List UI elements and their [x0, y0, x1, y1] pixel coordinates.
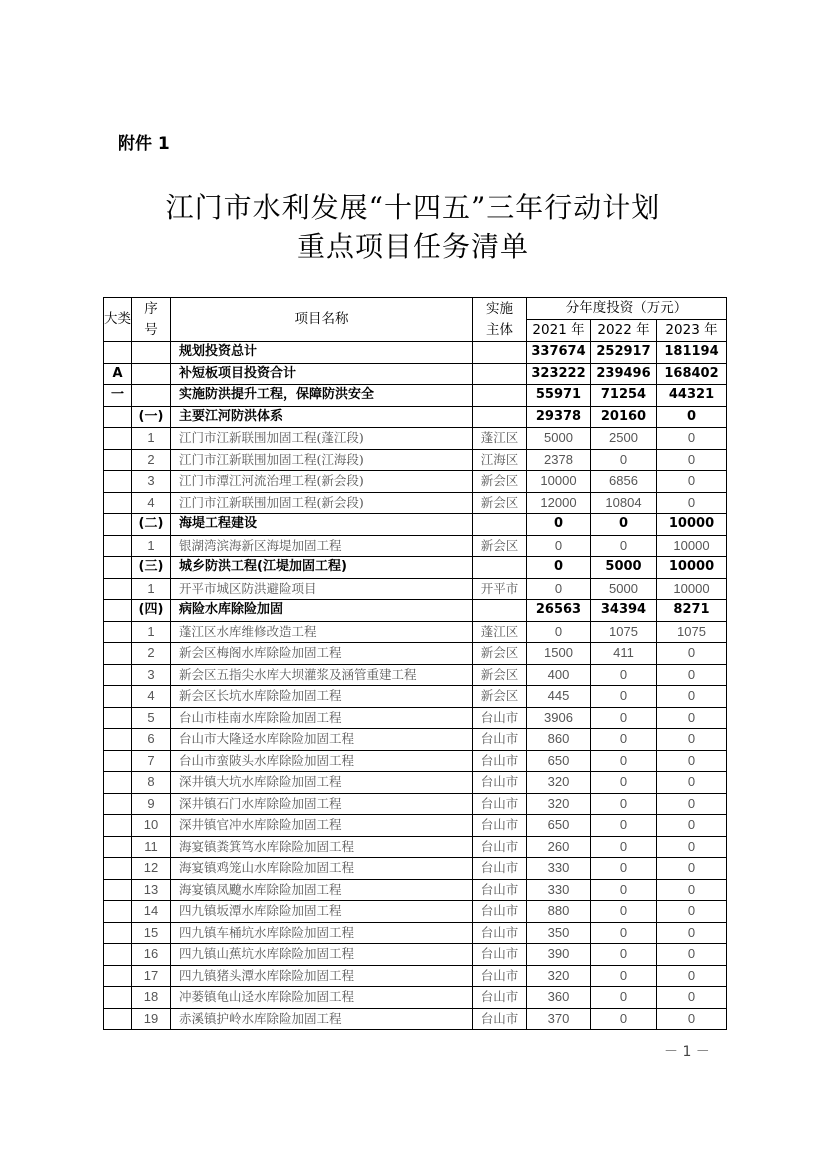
value-2023-cell: 10000: [657, 535, 727, 557]
value-2022-cell: 0: [591, 879, 657, 901]
table-body: [104, 342, 727, 1030]
table-row: [104, 471, 727, 493]
category-cell: [104, 557, 132, 579]
category-cell: [104, 471, 132, 493]
category-cell: [104, 578, 132, 600]
category-cell: [104, 514, 132, 536]
name-cell: 银湖湾滨海新区海堤加固工程: [171, 535, 473, 557]
value-2021-cell: 880: [527, 901, 591, 923]
value-2022-cell: 411: [591, 643, 657, 665]
seq-cell: 1: [132, 621, 171, 643]
table-row: [104, 621, 727, 643]
category-cell: [104, 406, 132, 428]
value-2021-cell: 29378: [527, 406, 591, 428]
seq-cell: 17: [132, 965, 171, 987]
name-cell: 海宴镇凤飉水库除险加固工程: [171, 879, 473, 901]
value-2022-cell: 0: [591, 449, 657, 471]
entity-cell: [473, 557, 527, 579]
category-cell: A: [104, 363, 132, 385]
name-cell: 病险水库除险加固: [171, 600, 473, 622]
value-2021-cell: 360: [527, 987, 591, 1009]
entity-cell: 台山市: [473, 750, 527, 772]
seq-cell: (四): [132, 600, 171, 622]
seq-cell: 4: [132, 686, 171, 708]
seq-cell: [132, 363, 171, 385]
entity-cell: 新会区: [473, 492, 527, 514]
seq-cell: 1: [132, 578, 171, 600]
seq-cell: 11: [132, 836, 171, 858]
table-row: [104, 922, 727, 944]
entity-cell: 台山市: [473, 793, 527, 815]
value-2021-cell: 0: [527, 557, 591, 579]
entity-cell: 台山市: [473, 772, 527, 794]
seq-cell: 3: [132, 471, 171, 493]
entity-cell: 新会区: [473, 643, 527, 665]
value-2021-cell: 260: [527, 836, 591, 858]
seq-cell: 14: [132, 901, 171, 923]
table-row-subtotal: [104, 600, 727, 622]
value-2022-cell: 0: [591, 729, 657, 751]
table-row-subtotal: [104, 406, 727, 428]
value-2021-cell: 650: [527, 815, 591, 837]
category-cell: [104, 342, 132, 364]
table-row: [104, 879, 727, 901]
entity-cell: 新会区: [473, 471, 527, 493]
value-2021-cell: 12000: [527, 492, 591, 514]
value-2021-cell: 445: [527, 686, 591, 708]
header-name: 项目名称: [171, 298, 473, 342]
entity-cell: 开平市: [473, 578, 527, 600]
name-cell: 四九镇山蕉坑水库除险加固工程: [171, 944, 473, 966]
table-row-subtotal: [104, 557, 727, 579]
value-2023-cell: 0: [657, 901, 727, 923]
category-cell: [104, 987, 132, 1009]
value-2022-cell: 0: [591, 793, 657, 815]
value-2021-cell: 55971: [527, 385, 591, 407]
value-2023-cell: 0: [657, 793, 727, 815]
value-2021-cell: 330: [527, 879, 591, 901]
category-cell: [104, 600, 132, 622]
entity-cell: 台山市: [473, 879, 527, 901]
table-row: [104, 428, 727, 450]
value-2023-cell: 0: [657, 643, 727, 665]
value-2023-cell: 0: [657, 987, 727, 1009]
value-2022-cell: 2500: [591, 428, 657, 450]
value-2021-cell: 0: [527, 578, 591, 600]
table-row: [104, 492, 727, 514]
entity-cell: 台山市: [473, 965, 527, 987]
table-row: [104, 858, 727, 880]
value-2022-cell: 0: [591, 772, 657, 794]
value-2021-cell: 400: [527, 664, 591, 686]
value-2023-cell: 0: [657, 707, 727, 729]
seq-cell: 6: [132, 729, 171, 751]
category-cell: [104, 858, 132, 880]
entity-cell: 江海区: [473, 449, 527, 471]
value-2022-cell: 0: [591, 686, 657, 708]
name-cell: 主要江河防洪体系: [171, 406, 473, 428]
category-cell: [104, 428, 132, 450]
seq-cell: 18: [132, 987, 171, 1009]
value-2022-cell: 239496: [591, 363, 657, 385]
seq-cell: 7: [132, 750, 171, 772]
document-title: 江门市水利发展“十四五”三年行动计划: [165, 191, 661, 224]
value-2023-cell: 181194: [657, 342, 727, 364]
value-2023-cell: 0: [657, 836, 727, 858]
category-cell: [104, 944, 132, 966]
seq-cell: 2: [132, 449, 171, 471]
entity-cell: 台山市: [473, 944, 527, 966]
category-cell: [104, 621, 132, 643]
value-2021-cell: 320: [527, 965, 591, 987]
entity-cell: 台山市: [473, 1008, 527, 1030]
category-cell: [104, 707, 132, 729]
name-cell: 赤溪镇护岭水库除险加固工程: [171, 1008, 473, 1030]
value-2023-cell: 10000: [657, 578, 727, 600]
name-cell: 新会区长坑水库除险加固工程: [171, 686, 473, 708]
table-row-subtotal: [104, 385, 727, 407]
table-row: [104, 1008, 727, 1030]
name-cell: 台山市桂南水库除险加固工程: [171, 707, 473, 729]
table-row: [104, 535, 727, 557]
name-cell: 四九镇猪头潭水库除险加固工程: [171, 965, 473, 987]
entity-cell: 新会区: [473, 664, 527, 686]
value-2022-cell: 0: [591, 535, 657, 557]
value-2022-cell: 5000: [591, 557, 657, 579]
table-row: [104, 987, 727, 1009]
table-row: [104, 664, 727, 686]
value-2022-cell: 6856: [591, 471, 657, 493]
value-2021-cell: 370: [527, 1008, 591, 1030]
entity-cell: 蓬江区: [473, 428, 527, 450]
entity-cell: 蓬江区: [473, 621, 527, 643]
category-cell: [104, 492, 132, 514]
value-2022-cell: 0: [591, 965, 657, 987]
table-row-subtotal: [104, 514, 727, 536]
value-2022-cell: 0: [591, 514, 657, 536]
seq-cell: (三): [132, 557, 171, 579]
name-cell: 江门市潭江河流治理工程(新会段): [171, 471, 473, 493]
value-2023-cell: 0: [657, 449, 727, 471]
value-2023-cell: 44321: [657, 385, 727, 407]
value-2021-cell: 10000: [527, 471, 591, 493]
value-2021-cell: 390: [527, 944, 591, 966]
value-2022-cell: 0: [591, 750, 657, 772]
value-2021-cell: 320: [527, 772, 591, 794]
name-cell: 江门市江新联围加固工程(江海段): [171, 449, 473, 471]
category-cell: [104, 879, 132, 901]
value-2022-cell: 0: [591, 858, 657, 880]
table-row: [104, 901, 727, 923]
table-row: [104, 793, 727, 815]
entity-cell: [473, 514, 527, 536]
name-cell: 补短板项目投资合计: [171, 363, 473, 385]
header-2023: 2023 年: [657, 320, 727, 342]
entity-cell: 台山市: [473, 901, 527, 923]
seq-cell: 2: [132, 643, 171, 665]
value-2023-cell: 8271: [657, 600, 727, 622]
header-seq: 序号: [132, 298, 171, 342]
table-row: [104, 750, 727, 772]
entity-cell: 台山市: [473, 922, 527, 944]
value-2023-cell: 0: [657, 471, 727, 493]
table-row: [104, 686, 727, 708]
entity-cell: 台山市: [473, 707, 527, 729]
value-2023-cell: 10000: [657, 514, 727, 536]
category-cell: [104, 965, 132, 987]
value-2021-cell: 5000: [527, 428, 591, 450]
category-cell: [104, 793, 132, 815]
value-2021-cell: 650: [527, 750, 591, 772]
value-2023-cell: 0: [657, 772, 727, 794]
seq-cell: 19: [132, 1008, 171, 1030]
value-2022-cell: 0: [591, 836, 657, 858]
value-2021-cell: 330: [527, 858, 591, 880]
value-2023-cell: 0: [657, 492, 727, 514]
name-cell: 冲蒌镇龟山迳水库除险加固工程: [171, 987, 473, 1009]
name-cell: 海堤工程建设: [171, 514, 473, 536]
value-2021-cell: 2378: [527, 449, 591, 471]
value-2021-cell: 323222: [527, 363, 591, 385]
name-cell: 江门市江新联围加固工程(新会段): [171, 492, 473, 514]
seq-cell: (一): [132, 406, 171, 428]
value-2023-cell: 0: [657, 406, 727, 428]
name-cell: 新会区梅阁水库除险加固工程: [171, 643, 473, 665]
table-row-subtotal: [104, 342, 727, 364]
category-cell: [104, 815, 132, 837]
value-2022-cell: 0: [591, 815, 657, 837]
category-cell: 一: [104, 385, 132, 407]
header-2022: 2022 年: [591, 320, 657, 342]
table-row: [104, 965, 727, 987]
document-subtitle: 重点项目任务清单: [296, 230, 529, 263]
entity-cell: [473, 600, 527, 622]
value-2022-cell: 0: [591, 922, 657, 944]
value-2022-cell: 0: [591, 664, 657, 686]
value-2022-cell: 0: [591, 901, 657, 923]
value-2023-cell: 0: [657, 922, 727, 944]
value-2021-cell: 0: [527, 514, 591, 536]
name-cell: 四九镇车桶坑水库除险加固工程: [171, 922, 473, 944]
seq-cell: 4: [132, 492, 171, 514]
value-2023-cell: 0: [657, 944, 727, 966]
name-cell: 四九镇坂潭水库除险加固工程: [171, 901, 473, 923]
value-2023-cell: 0: [657, 664, 727, 686]
name-cell: 城乡防洪工程(江堤加固工程): [171, 557, 473, 579]
seq-cell: 15: [132, 922, 171, 944]
category-cell: [104, 686, 132, 708]
value-2021-cell: 0: [527, 535, 591, 557]
name-cell: 规划投资总计: [171, 342, 473, 364]
name-cell: 台山市大隆迳水库除险加固工程: [171, 729, 473, 751]
value-2021-cell: 0: [527, 621, 591, 643]
entity-cell: 台山市: [473, 987, 527, 1009]
value-2023-cell: 0: [657, 729, 727, 751]
table-row: [104, 772, 727, 794]
value-2023-cell: 0: [657, 686, 727, 708]
entity-cell: [473, 342, 527, 364]
category-cell: [104, 1008, 132, 1030]
seq-cell: 3: [132, 664, 171, 686]
attachment-label: 附件 1: [118, 134, 170, 154]
entity-cell: [473, 406, 527, 428]
seq-cell: [132, 342, 171, 364]
entity-cell: 新会区: [473, 535, 527, 557]
value-2023-cell: 0: [657, 879, 727, 901]
value-2023-cell: 168402: [657, 363, 727, 385]
seq-cell: 1: [132, 535, 171, 557]
seq-cell: (二): [132, 514, 171, 536]
value-2021-cell: 3906: [527, 707, 591, 729]
value-2022-cell: 10804: [591, 492, 657, 514]
category-cell: [104, 922, 132, 944]
category-cell: [104, 449, 132, 471]
header-2021: 2021 年: [527, 320, 591, 342]
value-2023-cell: 0: [657, 428, 727, 450]
value-2022-cell: 71254: [591, 385, 657, 407]
table-header-row: [104, 298, 727, 320]
value-2023-cell: 0: [657, 858, 727, 880]
category-cell: [104, 836, 132, 858]
header-entity: 实施主体: [473, 298, 527, 342]
value-2023-cell: 0: [657, 965, 727, 987]
value-2023-cell: 0: [657, 1008, 727, 1030]
seq-cell: 16: [132, 944, 171, 966]
table-row: [104, 578, 727, 600]
value-2023-cell: 0: [657, 815, 727, 837]
project-table: [103, 297, 727, 1030]
header-category: 大类: [104, 298, 132, 342]
seq-cell: [132, 385, 171, 407]
table-row: [104, 707, 727, 729]
name-cell: 新会区五指尖水库大坝灌浆及涵管重建工程: [171, 664, 473, 686]
name-cell: 开平市城区防洪避险项目: [171, 578, 473, 600]
name-cell: 深井镇官冲水库除险加固工程: [171, 815, 473, 837]
value-2021-cell: 1500: [527, 643, 591, 665]
name-cell: 实施防洪提升工程，保障防洪安全: [171, 385, 473, 407]
table-row: [104, 729, 727, 751]
seq-cell: 1: [132, 428, 171, 450]
value-2021-cell: 320: [527, 793, 591, 815]
name-cell: 蓬江区水库维修改造工程: [171, 621, 473, 643]
category-cell: [104, 535, 132, 557]
seq-cell: 13: [132, 879, 171, 901]
name-cell: 江门市江新联围加固工程(蓬江段): [171, 428, 473, 450]
value-2022-cell: 5000: [591, 578, 657, 600]
table-row: [104, 643, 727, 665]
value-2022-cell: 0: [591, 944, 657, 966]
seq-cell: 5: [132, 707, 171, 729]
value-2022-cell: 0: [591, 987, 657, 1009]
name-cell: 海宴镇粪箕笃水库除险加固工程: [171, 836, 473, 858]
value-2021-cell: 337674: [527, 342, 591, 364]
value-2023-cell: 0: [657, 750, 727, 772]
value-2023-cell: 1075: [657, 621, 727, 643]
value-2021-cell: 350: [527, 922, 591, 944]
value-2022-cell: 0: [591, 707, 657, 729]
value-2021-cell: 26563: [527, 600, 591, 622]
entity-cell: 台山市: [473, 836, 527, 858]
name-cell: 海宴镇鸡笼山水库除险加固工程: [171, 858, 473, 880]
entity-cell: [473, 363, 527, 385]
value-2021-cell: 860: [527, 729, 591, 751]
name-cell: 深井镇大坑水库除险加固工程: [171, 772, 473, 794]
seq-cell: 8: [132, 772, 171, 794]
value-2022-cell: 34394: [591, 600, 657, 622]
category-cell: [104, 664, 132, 686]
value-2022-cell: 252917: [591, 342, 657, 364]
entity-cell: [473, 385, 527, 407]
seq-cell: 10: [132, 815, 171, 837]
value-2023-cell: 10000: [657, 557, 727, 579]
value-2022-cell: 20160: [591, 406, 657, 428]
value-2022-cell: 1075: [591, 621, 657, 643]
category-cell: [104, 750, 132, 772]
category-cell: [104, 729, 132, 751]
entity-cell: 新会区: [473, 686, 527, 708]
entity-cell: 台山市: [473, 858, 527, 880]
name-cell: 深井镇石门水库除险加固工程: [171, 793, 473, 815]
name-cell: 台山市蛮陂头水库除险加固工程: [171, 750, 473, 772]
seq-cell: 12: [132, 858, 171, 880]
table-row-subtotal: [104, 363, 727, 385]
table-row: [104, 449, 727, 471]
table-row: [104, 836, 727, 858]
table-row: [104, 944, 727, 966]
value-2022-cell: 0: [591, 1008, 657, 1030]
category-cell: [104, 901, 132, 923]
entity-cell: 台山市: [473, 815, 527, 837]
category-cell: [104, 772, 132, 794]
table-row: [104, 815, 727, 837]
seq-cell: 9: [132, 793, 171, 815]
entity-cell: 台山市: [473, 729, 527, 751]
header-investment: 分年度投资（万元）: [527, 298, 727, 320]
category-cell: [104, 643, 132, 665]
page-number: － 1 －: [664, 1044, 710, 1060]
